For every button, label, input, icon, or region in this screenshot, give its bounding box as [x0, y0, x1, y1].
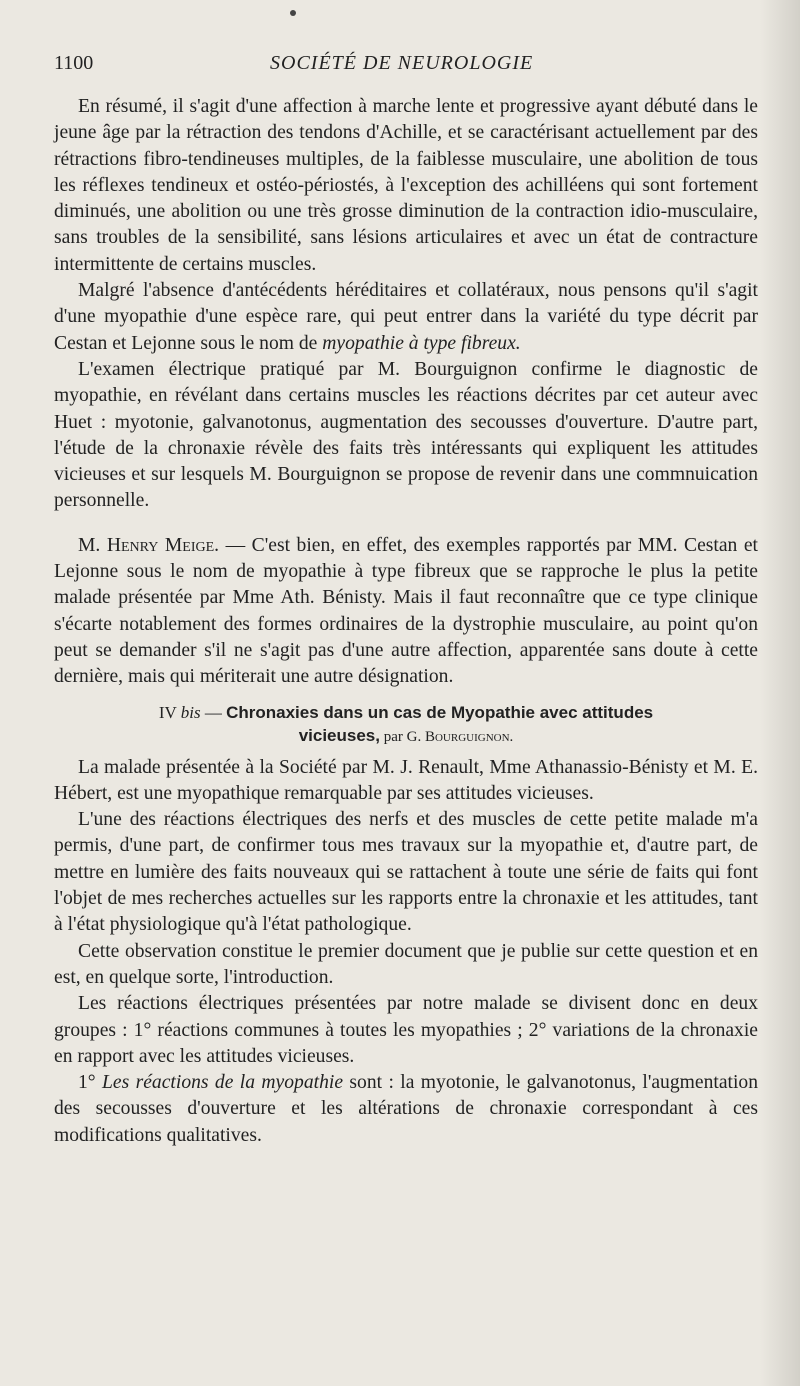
paragraph-diagnosis-text: Malgré l'absence d'antécédents héréditaires et collatéraux, nous pensons qu'il s'agit d'une myopathie d'une espèce rare, qui peut entrer dans la variété du type décrit par Cestan et Lejonne sous le nom de [54, 280, 758, 354]
spacer [54, 515, 758, 533]
spacer [54, 691, 758, 701]
page-number: 1100 [54, 52, 94, 74]
running-title: SOCIÉTÉ DE NEUROLOGIE [270, 52, 534, 74]
section-title-line1: Chronaxies dans un cas de Myopathie avec attitudes [226, 702, 654, 722]
section-number: IV [158, 702, 177, 722]
paragraph-electrical-exam: L'examen électrique pratiqué par M. Bourguignon confirme le diagnostic de myopathie, en révélant dans certains muscles les réactions décrites par cet auteur avec Huet : myotonie, galvanotonus, augmentation des secousses d'ouverture. D'autre part, l'étude de la chronaxie révèle des faits très intéressants qui expliquent les attitudes vicieuses et sur lesquels M. Bourguignon se propose de revenir dans une commnuication personnelle. [54, 358, 758, 512]
page-body [54, 94, 758, 1149]
paragraph-groups: Les réactions électriques présentées par notre malade se divisent donc en deux groupes : 1° réactions communes à toutes les myopathies ; 2° variations de la chronaxie en rapport avec les attitudes vicieuses. [54, 993, 758, 1067]
paragraph-diagnosis [54, 278, 758, 357]
remark-text: — C'est bien, en effet, des exemples rapportés par MM. Cestan et Lejonne sous le nom de myopathie à type fibreux que se rapproche le plus la petite malade présentée par Mme Ath. Bénisty. Mais il faut reconnaître que ce type clinique s'écarte notablement des formes ordinaires de la dystrophie musculaire, au point qu'on peut se demander s'il ne s'agit pas d'une autre affection, apparentée sans doute à cette dernière, mais qui mériterait une autre désignation. [54, 534, 758, 688]
section-title-line2: vicieuses, [298, 725, 380, 745]
paragraph-meige-remark [54, 533, 758, 691]
paragraph-reactions: L'une des réactions électriques des nerfs et des muscles de cette petite malade m'a permis, d'une part, de confirmer tous mes travaux sur la myopathie et, d'autre part, de mettre en lumière des faits nouveaux qui se rattachent à toute une série de faits qui font l'objet de mes recherches actuelles sur les rapports entre la chronaxie et les attitudes, tant à l'état physiologique qu'à l'état pathologique. [54, 809, 758, 936]
section-heading [54, 701, 758, 749]
page-header [54, 52, 754, 82]
section-author: G. Bourguignon. [406, 728, 514, 745]
item-title: Les réactions de la myopathie [102, 1072, 344, 1094]
paragraph-summary: En résumé, il s'agit d'une affection à marche lente et progressive ayant débuté dans le jeune âge par la rétraction des tendons d'Achille, et se caractérisant actuellement par des rétractions fibro-tendineuses multiples, de la faiblesse musculaire, une abolition de tous les réflexes tendineux et ostéo-périostés, à l'exception des achilléens qui sont fortement diminués, une abolition ou une très grosse diminution de la contraction idio-musculaire, sans troubles de la sensibilité, sans lésions articulaires et avec un état de contracture intermittente de certains muscles. [54, 96, 758, 275]
section-dash: — [200, 702, 227, 722]
section-bis: bis [180, 702, 201, 722]
paragraph-myopathy-reactions [54, 1070, 758, 1149]
section-par: par [379, 728, 407, 745]
item-number: 1° [78, 1072, 103, 1094]
item-text: sont : la myotonie, le galvanotonus, l'augmentation des secousses d'ouverture et les altérations de chronaxie correspondant à ces modifications qualitatives. [54, 1072, 758, 1146]
speaker-name: M. Henry Meige. [78, 534, 220, 556]
myopathy-type-term: myopathie à type fibreux. [322, 332, 521, 354]
page-edge-shadow [760, 0, 800, 1386]
paragraph-patient: La malade présentée à la Société par M. J. Renault, Mme Athanassio-Bénisty et M. E. Hébert, est une myopathique remarquable par ses attitudes vicieuses. [54, 756, 758, 804]
ink-speck [290, 10, 296, 16]
paragraph-observation: Cette observation constitue le premier document que je publie sur cette question et en est, en quelque sorte, l'introduction. [54, 940, 758, 988]
